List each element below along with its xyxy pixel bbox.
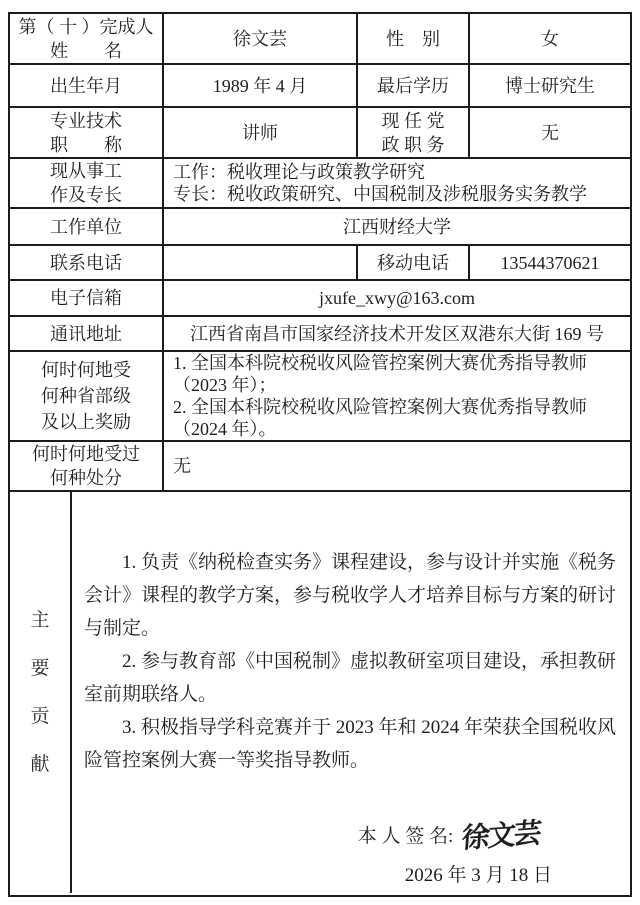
punishment-label-line1: 何时何地受过 [32, 444, 140, 464]
contribution-label-char2: 要 [30, 657, 50, 679]
punishment-label [9, 441, 163, 491]
row-phone [9, 245, 631, 280]
punishment-label-line2: 何种处分 [50, 468, 122, 488]
education-value: 博士研究生 [469, 64, 631, 107]
employer-value: 江西财经大学 [163, 208, 631, 245]
gender-value: 女 [469, 13, 631, 64]
contribution-label-char1: 主 [30, 609, 50, 631]
row-email [9, 280, 631, 316]
current-work-value-line1: 工作：税收理论与政策教学研究 [173, 162, 425, 182]
professional-title-label [9, 107, 163, 158]
awards-value-line4: （2024 年）。 [173, 419, 277, 439]
current-work-label [9, 158, 163, 208]
current-work-value-line2: 专长：税收政策研究、中国税制及涉税服务实务教学 [173, 184, 587, 204]
party-post-label-line1: 现 任 党 [381, 110, 445, 131]
completer-name-label [9, 13, 163, 64]
mobile-value: 13544370621 [469, 245, 631, 280]
awards-value [163, 351, 631, 441]
awards-label-line1: 何时何地受 [41, 360, 131, 380]
punishment-value: 无 [163, 441, 631, 491]
contribution-paragraph-1: 1. 负责《纳税检查实务》课程建设，参与设计并实施《税务会计》课程的教学方案，参与税收学人才培养目标与方案的研讨与制定。 [84, 552, 617, 639]
professional-title-value: 讲师 [163, 107, 357, 158]
party-post-label-line2: 政 职 务 [381, 134, 445, 155]
row-current-work [9, 158, 631, 208]
personnel-form-table [8, 12, 632, 897]
row-birth [9, 64, 631, 107]
completer-name-value: 徐文芸 [163, 13, 357, 64]
contribution-label-char4: 献 [30, 753, 50, 775]
contribution-paragraph-2: 2. 参与教育部《中国税制》虚拟教研室项目建设，承担教研室前期联络人。 [84, 651, 617, 705]
address-label: 通讯地址 [9, 316, 163, 351]
awards-value-line3: 2. 全国本科院校税收风险管控案例大赛优秀指导教师 [173, 397, 587, 417]
row-awards [9, 351, 631, 441]
phone-label: 联系电话 [9, 245, 163, 280]
awards-value-line1: 1. 全国本科院校税收风险管控案例大赛优秀指导教师 [173, 353, 587, 373]
email-value: jxufe_xwy@163.com [163, 280, 631, 316]
party-post-label [357, 107, 469, 158]
completer-name-label-line1: 第（ 十 ）完成人 [18, 16, 154, 37]
contribution-label-char3: 贡 [30, 705, 50, 727]
contribution-paragraph-3: 3. 积极指导学科竞赛并于 2023 年和 2024 年荣获全国税收风险管控案例大赛一等奖指导教师。 [84, 717, 617, 771]
contribution-body [72, 492, 630, 893]
row-completer [9, 13, 631, 64]
professional-title-label-line2: 职 称 [50, 134, 122, 155]
gender-label: 性 别 [357, 13, 469, 64]
education-label: 最后学历 [357, 64, 469, 107]
signature-date: 2026 年 3 月 18 日 [404, 865, 552, 886]
row-contribution [9, 491, 631, 896]
row-punishment [9, 441, 631, 491]
awards-label-line2: 何种省部级 [41, 386, 131, 406]
mobile-label: 移动电话 [357, 245, 469, 280]
awards-label-line3: 及以上奖励 [41, 412, 131, 432]
birth-value: 1989 年 4 月 [163, 64, 357, 107]
address-value: 江西省南昌市国家经济技术开发区双港东大街 169 号 [163, 316, 631, 351]
signature-row [84, 817, 618, 853]
current-work-label-line2: 作及专长 [50, 185, 122, 205]
awards-value-line2: （2023 年）； [173, 375, 277, 395]
employer-label: 工作单位 [9, 208, 163, 245]
awards-label [9, 351, 163, 441]
contribution-wrap [10, 492, 630, 893]
current-work-label-line1: 现从事工 [50, 161, 122, 181]
contribution-label [10, 492, 72, 893]
birth-label: 出生年月 [9, 64, 163, 107]
professional-title-label-line1: 专业技术 [50, 110, 122, 131]
current-work-value [163, 158, 631, 208]
contribution-cell [9, 491, 631, 896]
handwritten-signature: 徐文芸 [460, 818, 541, 855]
phone-value [163, 245, 357, 280]
email-label: 电子信箱 [9, 280, 163, 316]
party-post-value: 无 [469, 107, 631, 158]
row-title [9, 107, 631, 158]
row-address [9, 316, 631, 351]
completer-name-label-line2: 姓 名 [50, 40, 122, 61]
signature-label: 本 人 签 名: [357, 826, 454, 847]
row-employer [9, 208, 631, 245]
